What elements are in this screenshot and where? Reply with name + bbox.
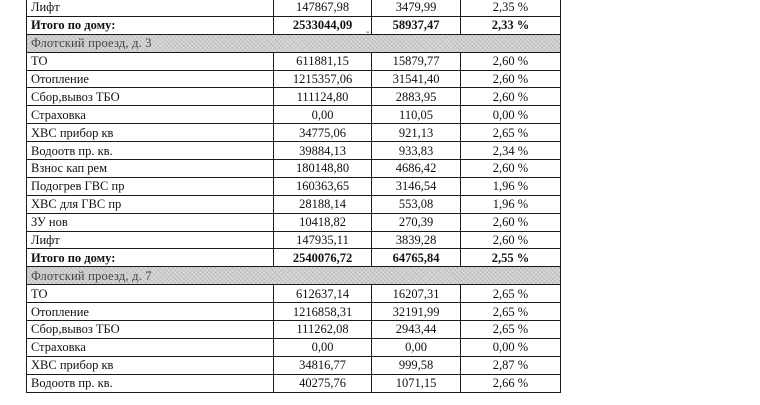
fee-cell: 16207,31 <box>372 285 461 303</box>
amount-cell: 0,00 <box>274 106 372 124</box>
amount-cell: 2540076,72 <box>274 249 372 267</box>
fee-cell: 15879,77 <box>372 52 461 70</box>
table-row <box>27 124 561 142</box>
fee-cell: 2883,95 <box>372 88 461 106</box>
service-name-cell: Сбор,вывоз ТБО <box>27 88 274 106</box>
service-name-cell: Отопление <box>27 303 274 321</box>
total-row <box>27 249 561 267</box>
table-row <box>27 160 561 178</box>
percent-cell: 2,65 % <box>461 285 561 303</box>
table-row <box>27 356 561 374</box>
table-row <box>27 303 561 321</box>
charges-table <box>26 0 561 393</box>
service-name-cell: ХВС для ГВС пр <box>27 195 274 213</box>
percent-cell: 2,35 % <box>461 0 561 16</box>
service-name-cell: Водоотв пр. кв. <box>27 374 274 392</box>
percent-cell: 2,60 % <box>461 52 561 70</box>
table-row <box>27 338 561 356</box>
fee-cell: 64765,84 <box>372 249 461 267</box>
percent-cell: 2,65 % <box>461 321 561 339</box>
table-row <box>27 195 561 213</box>
total-row <box>27 16 561 34</box>
fee-cell: 553,08 <box>372 195 461 213</box>
section-header-row <box>27 34 561 52</box>
fee-cell: 3839,28 <box>372 231 461 249</box>
amount-cell: 10418,82 <box>274 213 372 231</box>
fee-cell: 3479,99 <box>372 0 461 16</box>
table-row <box>27 231 561 249</box>
percent-cell: 2,34 % <box>461 142 561 160</box>
table-row <box>27 213 561 231</box>
section-header-row <box>27 267 561 285</box>
amount-cell: 111262,08 <box>274 321 372 339</box>
table-row <box>27 70 561 88</box>
fee-cell: 933,83 <box>372 142 461 160</box>
percent-cell: 0,00 % <box>461 106 561 124</box>
service-name-cell: ЗУ нов <box>27 213 274 231</box>
amount-cell: 1215357,06 <box>274 70 372 88</box>
percent-cell: 2,65 % <box>461 303 561 321</box>
fee-cell: 921,13 <box>372 124 461 142</box>
service-name-cell: Лифт <box>27 231 274 249</box>
percent-cell: 2,55 % <box>461 249 561 267</box>
amount-cell: 1216858,31 <box>274 303 372 321</box>
amount-cell: 612637,14 <box>274 285 372 303</box>
fee-cell: 1071,15 <box>372 374 461 392</box>
percent-cell: 2,60 % <box>461 88 561 106</box>
scan-artifact-mark: - <box>366 27 370 38</box>
table-row <box>27 88 561 106</box>
percent-cell: 2,60 % <box>461 160 561 178</box>
service-name-cell: Страховка <box>27 106 274 124</box>
fee-cell: 3146,54 <box>372 177 461 195</box>
service-name-cell: Подогрев ГВС пр <box>27 177 274 195</box>
percent-cell: 2,65 % <box>461 124 561 142</box>
fee-cell: 0,00 <box>372 338 461 356</box>
table-row <box>27 321 561 339</box>
fee-cell: 999,58 <box>372 356 461 374</box>
percent-cell: 2,60 % <box>461 70 561 88</box>
fee-cell: 31541,40 <box>372 70 461 88</box>
table-row <box>27 374 561 392</box>
percent-cell: 2,87 % <box>461 356 561 374</box>
percent-cell: 2,60 % <box>461 231 561 249</box>
service-name-cell: Итого по дому: <box>27 249 274 267</box>
percent-cell: 2,66 % <box>461 374 561 392</box>
table-row <box>27 142 561 160</box>
service-name-cell: Отопление <box>27 70 274 88</box>
table-row <box>27 106 561 124</box>
fee-cell: 58937,47 <box>372 16 461 34</box>
amount-cell: 39884,13 <box>274 142 372 160</box>
amount-cell: 2533044,09 <box>274 16 372 34</box>
section-title: Флотский проезд, д. 3 <box>27 34 561 52</box>
amount-cell: 111124,80 <box>274 88 372 106</box>
fee-cell: 32191,99 <box>372 303 461 321</box>
percent-cell: 2,60 % <box>461 213 561 231</box>
amount-cell: 28188,14 <box>274 195 372 213</box>
service-name-cell: Водоотв пр. кв. <box>27 142 274 160</box>
amount-cell: 0,00 <box>274 338 372 356</box>
service-name-cell: Лифт <box>27 0 274 16</box>
amount-cell: 40275,76 <box>274 374 372 392</box>
fee-cell: 270,39 <box>372 213 461 231</box>
amount-cell: 160363,65 <box>274 177 372 195</box>
percent-cell: 0,00 % <box>461 338 561 356</box>
percent-cell: 1,96 % <box>461 195 561 213</box>
table-row <box>27 52 561 70</box>
amount-cell: 34775,06 <box>274 124 372 142</box>
section-title: Флотский проезд, д. 7 <box>27 267 561 285</box>
amount-cell: 147935,11 <box>274 231 372 249</box>
fee-cell: 110,05 <box>372 106 461 124</box>
percent-cell: 1,96 % <box>461 177 561 195</box>
fee-cell: 4686,42 <box>372 160 461 178</box>
service-name-cell: Взнос кап рем <box>27 160 274 178</box>
amount-cell: 180148,80 <box>274 160 372 178</box>
charges-table-body <box>27 0 561 392</box>
service-name-cell: ТО <box>27 52 274 70</box>
service-name-cell: ХВС прибор кв <box>27 356 274 374</box>
service-name-cell: ХВС прибор кв <box>27 124 274 142</box>
service-name-cell: ТО <box>27 285 274 303</box>
service-name-cell: Итого по дому: <box>27 16 274 34</box>
table-row <box>27 0 561 16</box>
amount-cell: 34816,77 <box>274 356 372 374</box>
service-name-cell: Сбор,вывоз ТБО <box>27 321 274 339</box>
service-name-cell: Страховка <box>27 338 274 356</box>
amount-cell: 611881,15 <box>274 52 372 70</box>
table-row <box>27 285 561 303</box>
percent-cell: 2,33 % <box>461 16 561 34</box>
fee-cell: 2943,44 <box>372 321 461 339</box>
table-row <box>27 177 561 195</box>
amount-cell: 147867,98 <box>274 0 372 16</box>
